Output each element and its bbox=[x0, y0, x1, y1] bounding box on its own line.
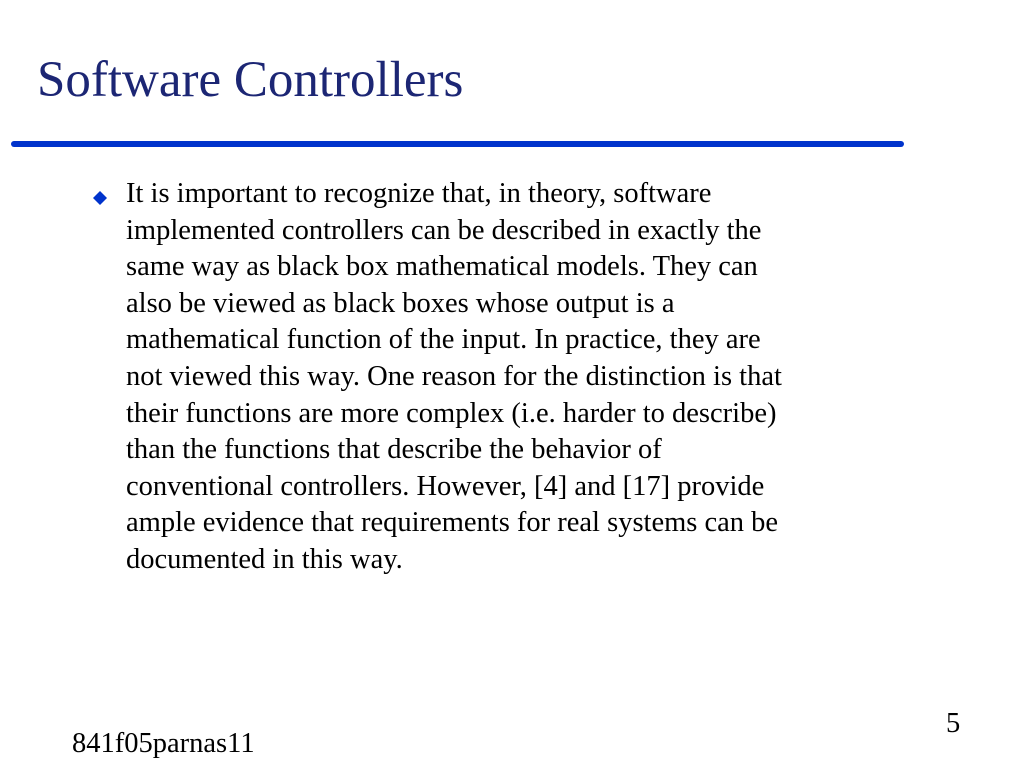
bullet-line: mathematical function of the input. In practice, they are bbox=[126, 324, 761, 356]
slide-title: Software Controllers bbox=[37, 52, 464, 108]
bullet-line: also be viewed as black boxes whose output is a bbox=[126, 287, 675, 319]
footer-label: 841f05parnas11 bbox=[72, 728, 255, 759]
diamond-bullet-icon bbox=[93, 191, 107, 205]
bullet-line: same way as black box mathematical models. They can bbox=[126, 251, 758, 283]
bullet-line: It is important to recognize that, in theory, software bbox=[126, 178, 712, 209]
bullet-line: ample evidence that requirements for real systems can be bbox=[126, 507, 779, 539]
bullet-paragraph bbox=[126, 176, 926, 579]
bullet-line: conventional controllers. However, [4] and [17] provide bbox=[126, 470, 765, 502]
bullet-line: documented in this way. bbox=[126, 543, 403, 575]
bullet-line: their functions are more complex (i.e. harder to describe) bbox=[126, 397, 777, 429]
page-number: 5 bbox=[946, 708, 961, 739]
bullet-line: implemented controllers can be described in exactly the bbox=[126, 214, 762, 246]
title-underline bbox=[11, 141, 904, 147]
bullet-line: not viewed this way. One reason for the distinction is that bbox=[126, 360, 782, 392]
bullet-line: than the functions that describe the behavior of bbox=[126, 434, 662, 466]
